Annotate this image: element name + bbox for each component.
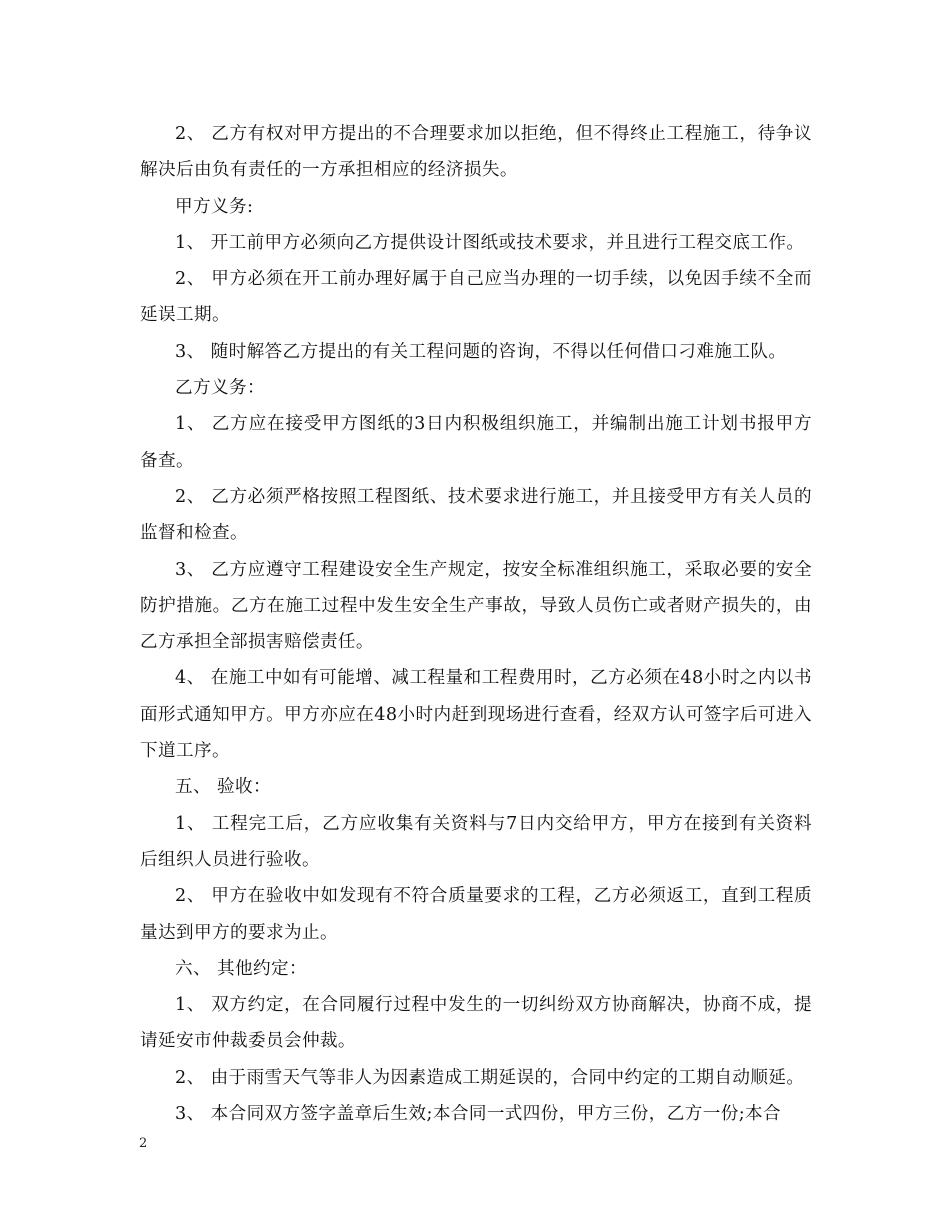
section-heading: 五、 验收：: [175, 777, 271, 798]
clause-paragraph: 2、 甲方在验收中如发现有不符合质量要求的工程，乙方必须返工，直到工程质量达到甲方的要求为止。: [140, 886, 812, 943]
clause-paragraph: 1、 开工前甲方必须向乙方提供设计图纸或技术要求，并且进行工程交底工作。: [175, 232, 805, 253]
clause-paragraph: 1、 乙方应在接受甲方图纸的3日内积极组织施工，并编制出施工计划书报甲方备查。: [140, 414, 812, 471]
clause-paragraph: 2、 甲方必须在开工前办理好属于自己应当办理的一切手续，以免因手续不全而延误工期。: [140, 269, 812, 326]
contract-body-text: [140, 116, 812, 1132]
clause-paragraph: 2、 由于雨雪天气等非人为因素造成工期延误的，合同中约定的工期自动顺延。: [175, 1067, 805, 1088]
page-number: 2: [139, 1136, 148, 1151]
clause-paragraph: 3、 本合同双方签字盖章后生效;本合同一式四份，甲方三份，乙方一份;本合: [175, 1104, 782, 1125]
section-heading: 六、 其他约定：: [175, 958, 307, 979]
clause-paragraph: 2、 乙方有权对甲方提出的不合理要求加以拒绝，但不得终止工程施工，待争议解决后由负有责任的一方承担相应的经济损失。: [140, 124, 812, 181]
clause-paragraph: 3、 乙方应遵守工程建设安全生产规定，按安全标准组织施工，采取必要的安全防护措施。乙方在施工过程中发生安全生产事故，导致人员伤亡或者财产损失的，由乙方承担全部损害赔偿责任。: [140, 559, 812, 653]
clause-paragraph: 4、 在施工中如有可能增、减工程量和工程费用时，乙方必须在48小时之内以书面形式通知甲方。甲方亦应在48小时内赶到现场进行查看，经双方认可签字后可进入下道工序。: [140, 668, 812, 762]
clause-paragraph: 3、 随时解答乙方提出的有关工程问题的咨询，不得以任何借口刁难施工队。: [175, 341, 787, 362]
clause-paragraph: 1、 双方约定，在合同履行过程中发生的一切纠纷双方协商解决，协商不成，提请延安市仲裁委员会仲裁。: [140, 995, 812, 1052]
clause-paragraph: 1、 工程完工后，乙方应收集有关资料与7日内交给甲方，甲方在接到有关资料后组织人员进行验收。: [140, 813, 812, 870]
section-heading: 甲方义务:: [175, 196, 254, 217]
clause-paragraph: 2、 乙方必须严格按照工程图纸、技术要求进行施工，并且接受甲方有关人员的监督和检查。: [140, 486, 812, 544]
section-heading: 乙方义务：: [175, 378, 265, 399]
